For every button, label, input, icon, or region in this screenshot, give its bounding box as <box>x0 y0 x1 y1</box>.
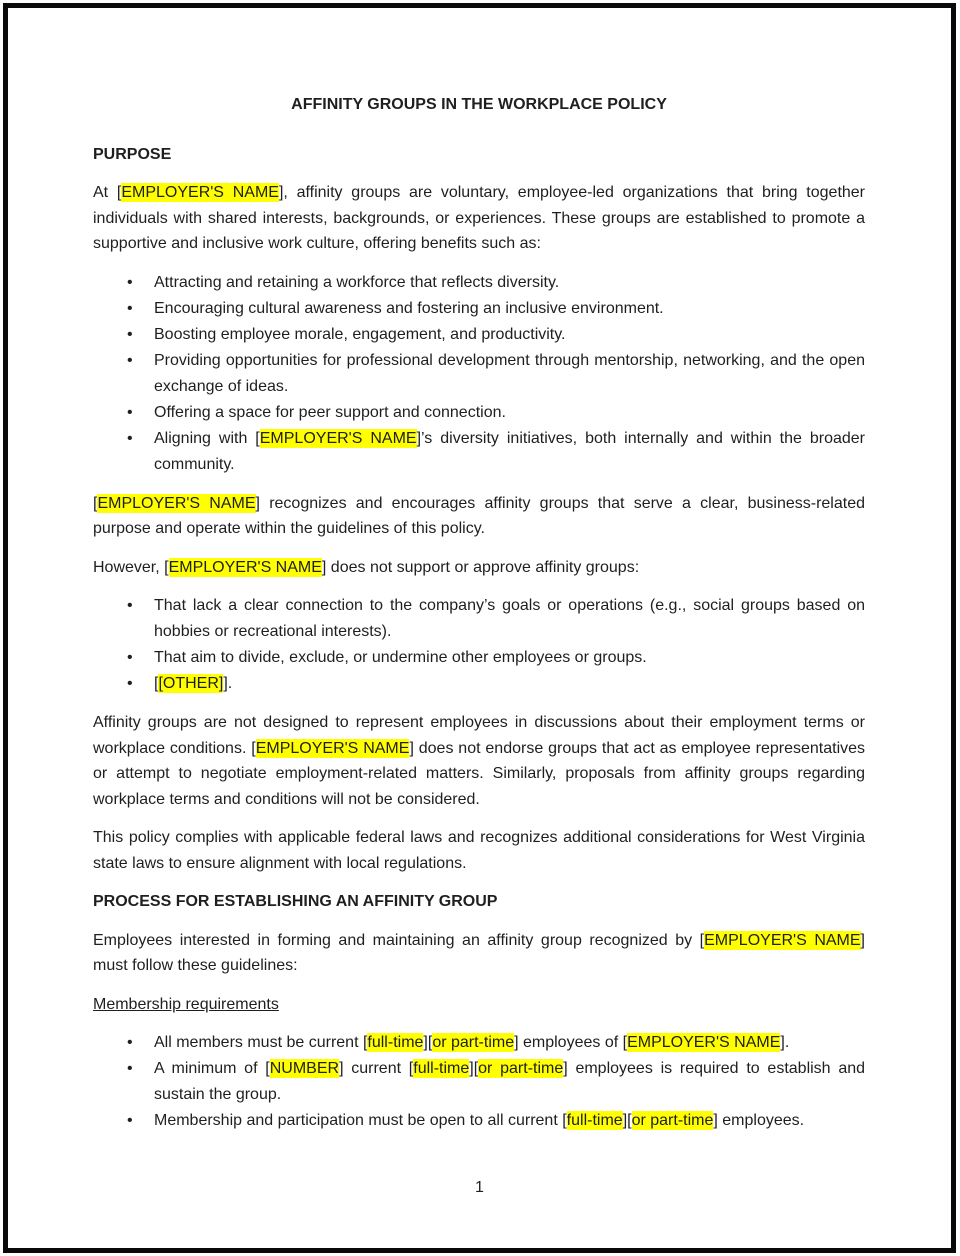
bullet-item: • Boosting employee morale, engagement, and productivity. <box>154 322 865 348</box>
document-title: AFFINITY GROUPS IN THE WORKPLACE POLICY <box>291 96 667 113</box>
bullet-item: • That aim to divide, exclude, or undermine other employees or groups. <box>154 645 865 671</box>
highlight-placeholder: EMPLOYER'S NAME <box>259 429 417 447</box>
highlight-placeholder: full-time <box>566 1112 623 1129</box>
highlight-placeholder: [OTHER] <box>158 675 224 692</box>
highlight-placeholder: EMPLOYER'S NAME <box>168 558 322 576</box>
highlight-placeholder: EMPLOYER'S NAME <box>704 931 861 949</box>
bullet-item: • Membership and participation must be open to all current [full-time][or part-time] employees. <box>154 1108 865 1134</box>
bullet-item: • That lack a clear connection to the company’s goals or operations (e.g., social groups based on hobbies or recreational interests). <box>154 593 865 645</box>
highlight-placeholder: EMPLOYER'S NAME <box>97 494 256 512</box>
bullet-item: • Attracting and retaining a workforce that reflects diversity. <box>154 270 865 296</box>
highlight-placeholder: or part-time <box>631 1112 714 1129</box>
bullet-list <box>93 593 865 697</box>
paragraph: [EMPLOYER'S NAME] recognizes and encourages affinity groups that serve a clear, business-related purpose and operate within the guidelines of this policy. <box>93 494 865 537</box>
paragraph: At [EMPLOYER'S NAME], affinity groups are voluntary, employee-led organizations that bring together individuals with shared interests, backgrounds, or experiences. These groups are established to promote a supportive and inclusive work culture, offering benefits such as: <box>93 184 866 252</box>
highlight-placeholder: NUMBER <box>269 1060 340 1077</box>
section-heading: PROCESS FOR ESTABLISHING AN AFFINITY GROUP <box>93 893 498 910</box>
bullet-item: • Encouraging cultural awareness and fostering an inclusive environment. <box>154 296 865 322</box>
bullet-item: • Offering a space for peer support and connection. <box>154 400 865 426</box>
highlight-placeholder: EMPLOYER'S NAME <box>627 1034 781 1051</box>
bullet-list <box>93 270 865 478</box>
paragraph: This policy complies with applicable federal laws and recognizes additional considerations for West Virginia state laws to ensure alignment with local regulations. <box>93 829 865 872</box>
highlight-placeholder: EMPLOYER'S NAME <box>121 184 279 201</box>
document-body <box>93 142 865 1135</box>
highlight-placeholder: full-time <box>367 1034 424 1051</box>
highlight-placeholder: full-time <box>413 1060 470 1077</box>
highlight-placeholder: or part-time <box>432 1034 515 1051</box>
subheading: Membership requirements <box>93 995 279 1013</box>
highlight-placeholder: EMPLOYER'S NAME <box>255 739 410 757</box>
paragraph: However, [EMPLOYER'S NAME] does not support or approve affinity groups: <box>93 558 640 576</box>
highlight-placeholder: or part-time <box>478 1060 564 1077</box>
paragraph: Affinity groups are not designed to represent employees in discussions about their employment terms or workplace conditions. [EMPLOYER'S NAME] does not endorse groups that act as employee representatives or attempt to negotiate employment-related matters. Similarly, proposals from affinity groups regarding workplace terms and conditions will not be considered. <box>93 714 866 808</box>
paragraph: Employees interested in forming and maintaining an affinity group recognized by [EMPLOYER'S NAME] must follow these guidelines: <box>93 931 865 974</box>
section-heading: PURPOSE <box>93 145 172 163</box>
page-number: 1 <box>475 1179 484 1196</box>
bullet-item: • Providing opportunities for professional development through mentorship, networking, and the open exchange of ideas. <box>154 348 865 400</box>
bullet-item: • [[OTHER]]. <box>154 671 865 697</box>
document-content <box>8 8 951 1248</box>
bullet-item: • All members must be current [full-time][or part-time] employees of [EMPLOYER'S NAME]. <box>154 1030 865 1056</box>
bullet-item: • A minimum of [NUMBER] current [full-time][or part-time] employees is required to establish and sustain the group. <box>154 1056 865 1108</box>
bullet-item: • Aligning with [EMPLOYER'S NAME]’s diversity initiatives, both internally and within the broader community. <box>154 426 865 478</box>
bullet-list <box>93 1030 865 1134</box>
document-page <box>3 3 956 1253</box>
